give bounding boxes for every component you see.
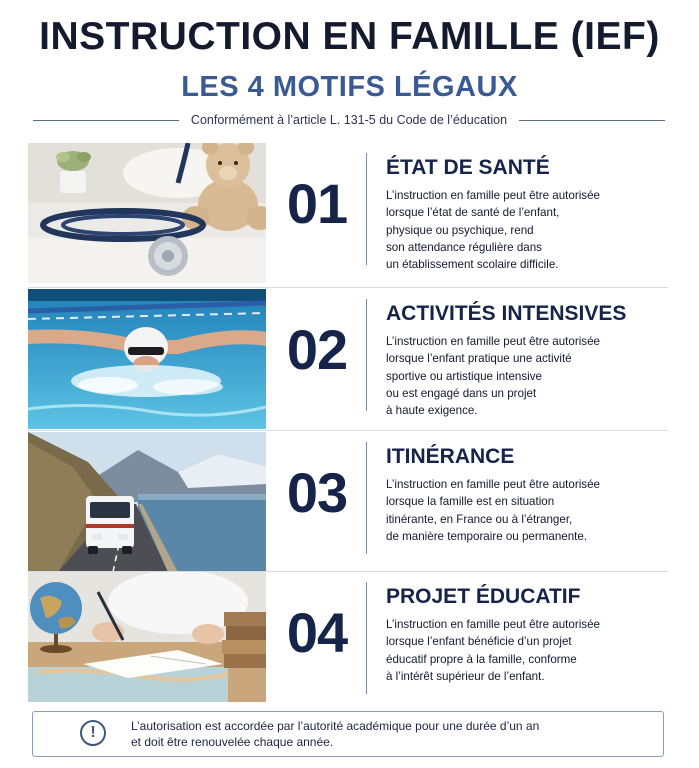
photo-camper-van [28,432,266,572]
page-subtitle: LES 4 MOTIFS LÉGAUX [181,71,518,103]
description-line: lorsque l’enfant pratique une activité [386,352,572,366]
motif-description [386,476,666,545]
exclamation-circle-icon: ! [80,720,106,746]
note-text [131,718,539,750]
description-line: à l’intérêt supérieur de l’enfant. [386,669,545,683]
vertical-divider [366,153,367,265]
motif-title: ACTIVITÉS INTENSIVES [386,302,627,325]
vertical-divider [366,442,367,554]
motif-number: 04 [286,601,348,664]
reference-text: Conformément à l’article L. 131-5 du Code de l’éducation [190,113,508,127]
page-title: INSTRUCTION EN FAMILLE (IEF) [39,15,660,58]
motif-description [386,616,666,685]
motif-title: ITINÉRANCE [386,445,515,468]
description-line: à haute exigence. [386,404,478,418]
row-divider [28,430,668,431]
note-line: L’autorisation est accordée par l’autorité académique pour une durée d’un an [131,719,540,733]
description-line: sportive ou artistique intensive [386,369,542,383]
photo-stethoscope-teddy [28,143,266,283]
description-line: L’instruction en famille peut être autorisée [386,335,600,348]
reference-line-left [33,120,179,121]
note-line: et doit être renouvelée chaque année. [131,735,334,749]
description-line: lorsque la famille est en situation [386,495,555,509]
description-line: physique ou psychique, rend [386,223,534,237]
motif-number: 03 [286,461,348,524]
motif-row-04 [28,572,668,702]
motif-description [386,333,666,419]
photo-child-writing [28,572,266,702]
motif-row-01 [28,143,668,283]
description-line: L’instruction en famille peut être autorisée [386,618,600,631]
row-divider [28,287,668,288]
description-line: éducatif propre à la famille, conforme [386,652,577,666]
description-line: un établissement scolaire difficile. [386,258,559,272]
description-line: de manière temporaire ou permanente. [386,529,588,543]
description-line: L’instruction en famille peut être autorisée [386,478,600,491]
vertical-divider [366,582,367,694]
vertical-divider [366,299,367,411]
authorization-note [32,711,664,757]
motif-number: 01 [286,172,348,235]
description-line: son attendance régulière dans [386,240,542,254]
motif-row-02 [28,289,668,429]
description-line: L’instruction en famille peut être autorisée [386,189,600,202]
motif-row-03 [28,432,668,572]
description-line: itinérante, en France ou à l’étranger, [386,512,573,526]
motif-number: 02 [286,318,348,381]
description-line: lorsque l’enfant bénéficie d’un projet [386,635,572,649]
description-line: lorsque l’état de santé de l’enfant, [386,206,560,220]
legal-reference [33,110,665,130]
motif-description [386,187,666,273]
motif-title: ÉTAT DE SANTÉ [386,156,550,179]
description-line: ou est engagé dans un projet [386,386,537,400]
photo-swimmer [28,289,266,429]
reference-line-right [519,120,665,121]
motif-title: PROJET ÉDUCATIF [386,585,581,608]
